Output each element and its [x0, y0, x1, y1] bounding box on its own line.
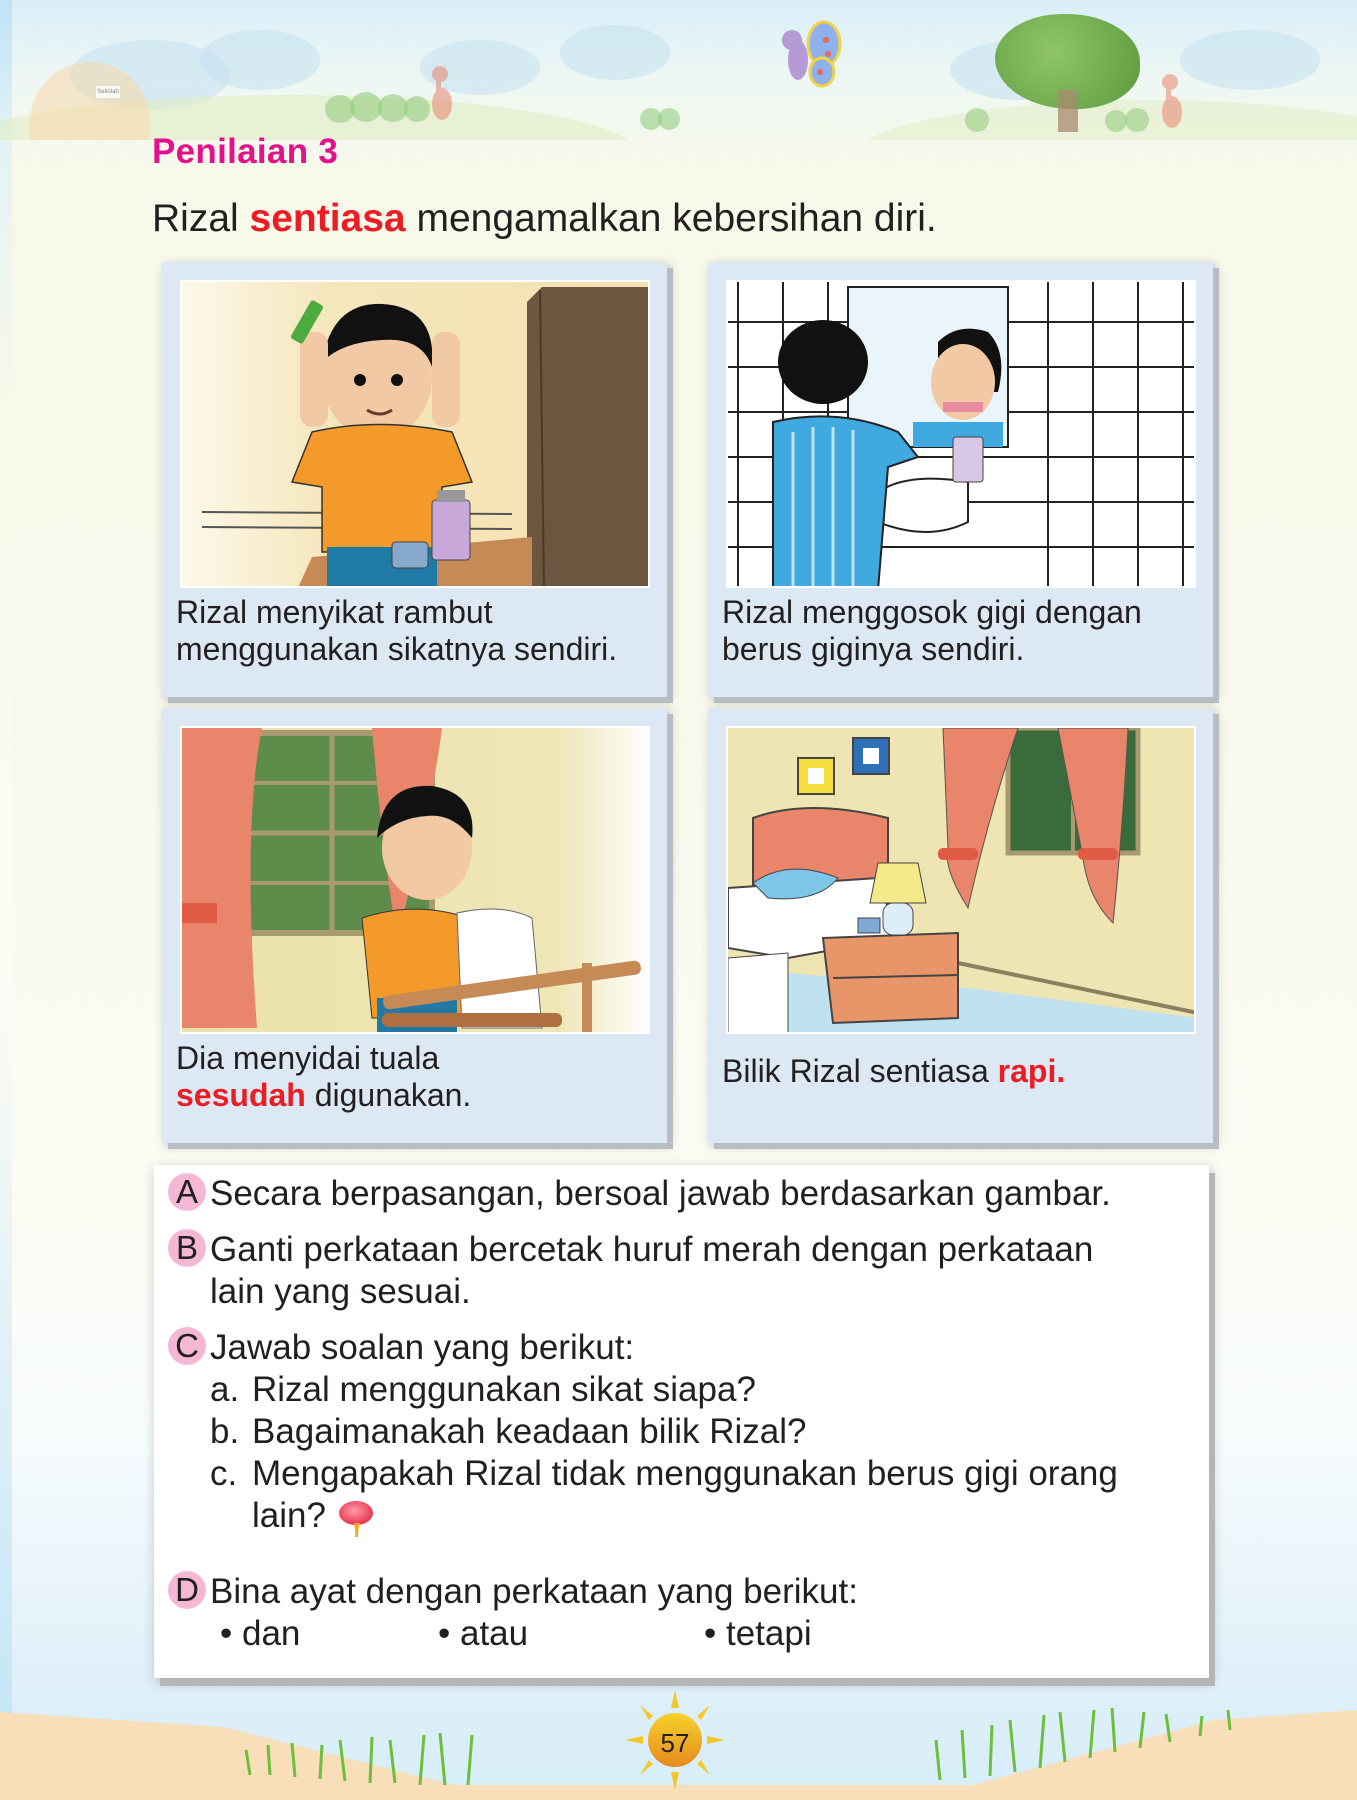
word-atau: • atau — [438, 1614, 529, 1653]
picture-card-towel — [162, 708, 667, 1143]
card-caption: Bilik Rizal sentiasa rapi. — [722, 1053, 1066, 1089]
card-caption: Rizal menggosok gigi dengan berus giginya sendiri. — [722, 594, 1142, 667]
word-list — [168, 1613, 858, 1655]
card-caption: Dia menyidai tuala sesudah digunakan. — [176, 1040, 472, 1113]
question-c: C Jawab soalan yang berikut: a. Rizal menggunakan sikat siapa? b. Bagaimanakah keadaan bilik Rizal? c. Mengapakah Rizal tidak menggunakan berus gigi orang lain? — [168, 1327, 1118, 1537]
intro-sentence: Rizal sentiasa mengamalkan kebersihan diri. — [152, 197, 937, 240]
question-c-item-c: c. Mengapakah Rizal tidak menggunakan berus gigi orang — [210, 1454, 1118, 1493]
illustration-boy-combing-hair — [180, 280, 650, 588]
badge-a: A — [168, 1173, 206, 1211]
butterfly-icon — [768, 20, 848, 90]
illustration-boy-hanging-towel — [180, 726, 650, 1034]
card-caption: Rizal menyikat rambut menggunakan sikatnya sendiri. — [176, 594, 618, 667]
badge-d: D — [168, 1571, 206, 1609]
highlight-word: sentiasa — [249, 197, 406, 240]
illustration-boy-brushing-teeth — [726, 280, 1196, 588]
badge-c: C — [168, 1327, 206, 1365]
assessment-title: Penilaian 3 — [152, 132, 339, 171]
highlight-word: rapi. — [997, 1053, 1066, 1089]
ant-icon — [1150, 70, 1190, 140]
question-d: D Bina ayat dengan perkataan yang berikut: • dan • atau • tetapi — [168, 1571, 858, 1655]
page-edge — [0, 0, 12, 1800]
grass-icon — [930, 1700, 1240, 1780]
word-dan: • dan — [220, 1614, 301, 1653]
question-b: B Ganti perkataan bercetak huruf merah dengan perkataan lain yang sesuai. — [168, 1229, 1093, 1313]
highlight-word: sesudah — [176, 1077, 306, 1113]
question-box — [154, 1165, 1209, 1678]
page-number: 57 — [660, 1728, 690, 1758]
illustration-tidy-bedroom — [726, 726, 1196, 1034]
question-c-item-a: a. Rizal menggunakan sikat siapa? — [210, 1370, 756, 1409]
picture-card-brushing — [708, 262, 1213, 697]
badge-b: B — [168, 1229, 206, 1267]
word-tetapi: • tetapi — [704, 1614, 812, 1653]
grass-icon — [240, 1715, 480, 1785]
picture-card-bedroom — [708, 708, 1213, 1143]
school-sign: Sekolah — [96, 86, 120, 98]
header-scenery — [0, 0, 1357, 140]
brain-icon — [336, 1499, 376, 1537]
ant-icon — [420, 62, 460, 132]
question-c-item-b: b. Bagaimanakah keadaan bilik Rizal? — [210, 1412, 807, 1451]
question-a: A Secara berpasangan, bersoal jawab berdasarkan gambar. — [168, 1173, 1111, 1215]
picture-card-combing — [162, 262, 667, 697]
